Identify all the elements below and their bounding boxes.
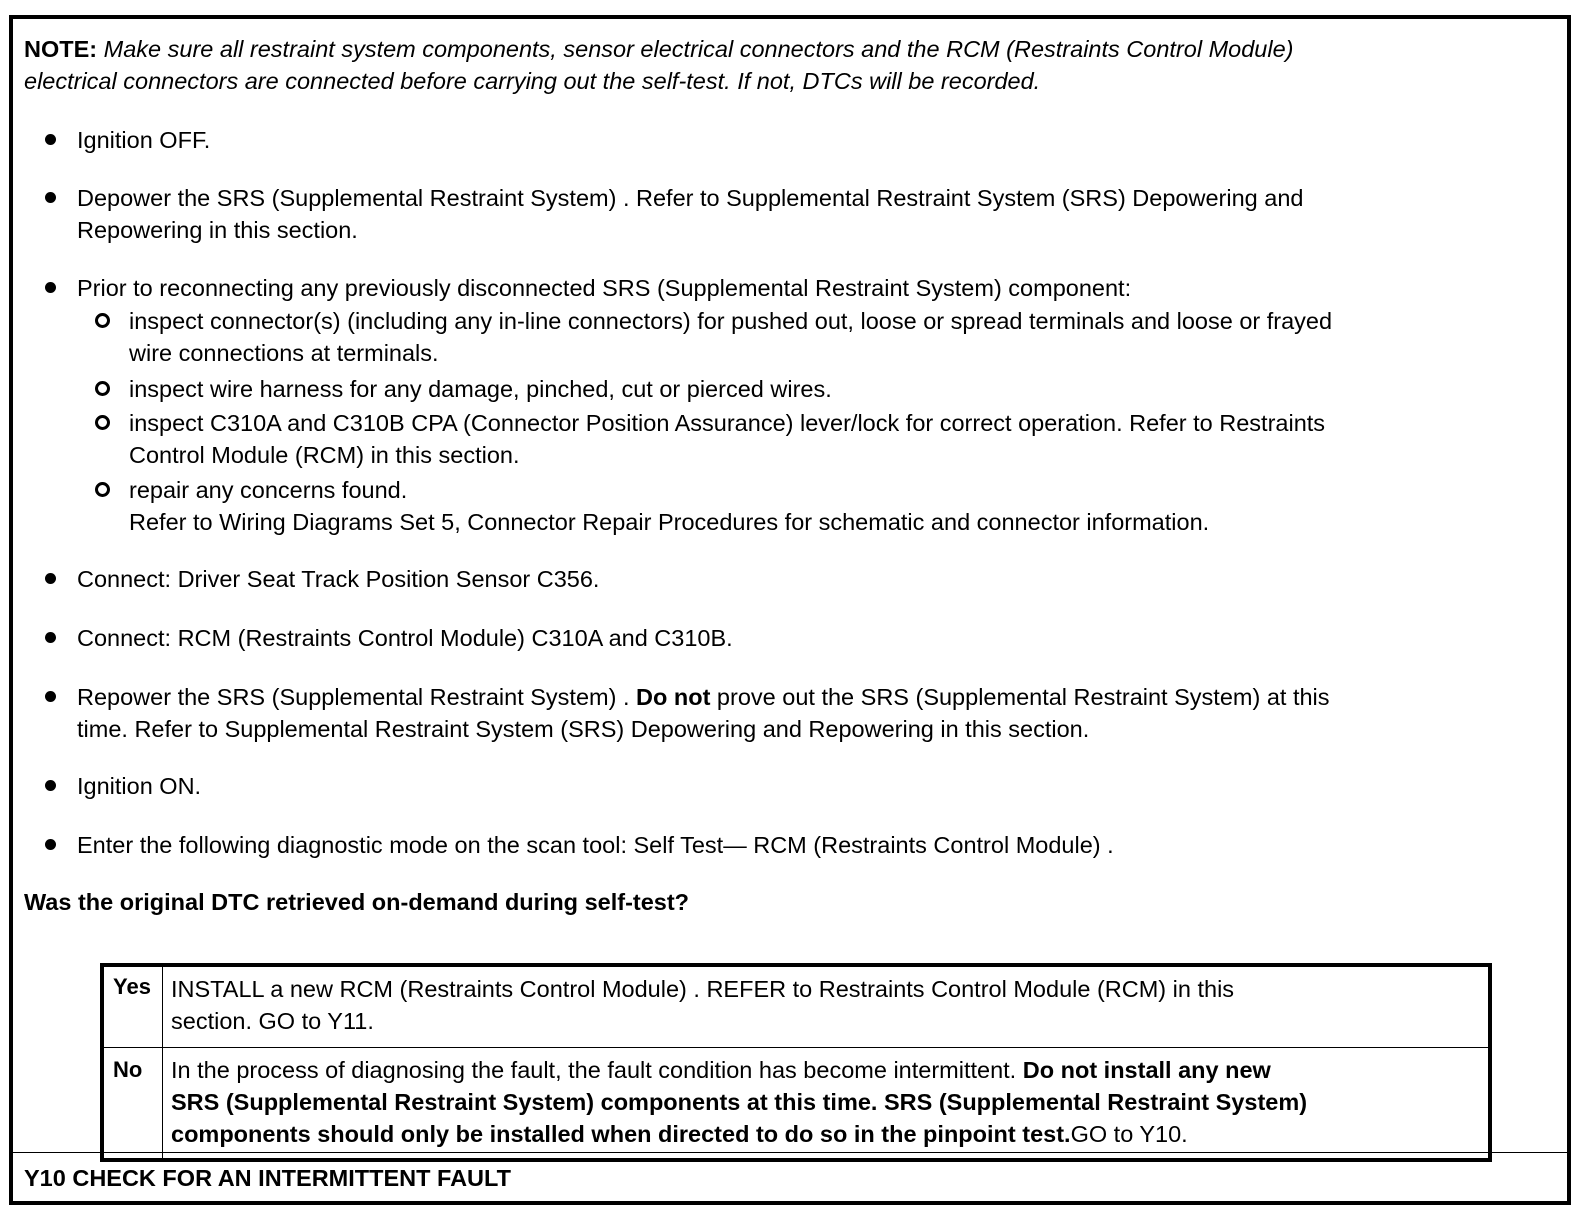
yes-no-table (100, 963, 1492, 1162)
sub-bullet-icon (95, 313, 110, 328)
step-repower-line2: time. Refer to Supplemental Restraint System (SRS) Depowering and Repowering in this section. (77, 716, 1090, 742)
note-text: Make sure all restraint system components, sensor electrical connectors and the RCM (Restraints Control Module) (97, 36, 1294, 62)
no-label: No (113, 1057, 143, 1082)
note (24, 33, 1293, 97)
step-repower (77, 681, 1330, 745)
bullet-icon (45, 780, 56, 791)
substep-inspect-cpa-line2: Control Module (RCM) in this section. (129, 442, 520, 468)
yes-row (104, 967, 1488, 1048)
no-action-warning: Do not install any new (1022, 1057, 1271, 1083)
substep-repair-concerns (129, 474, 1209, 538)
note-label: NOTE: (24, 36, 98, 62)
substep-inspect-cpa (129, 407, 1325, 471)
section-divider (13, 1152, 1567, 1153)
step-repower-warning: Do not (636, 684, 711, 710)
bullet-icon (45, 573, 56, 584)
no-action (171, 1054, 1307, 1150)
sub-bullet-icon (95, 482, 110, 497)
column-divider (162, 967, 163, 1047)
column-divider (162, 1048, 163, 1158)
step-enter-self-test: Enter the following diagnostic mode on the scan tool: Self Test— RCM (Restraints Control Module) . (77, 832, 1114, 858)
step-depower-line2: Repowering in this section. (77, 217, 358, 243)
no-action-text: In the process of diagnosing the fault, the fault condition has become intermittent. (171, 1057, 1023, 1083)
step-ignition-off: Ignition OFF. (77, 127, 211, 153)
test-question: Was the original DTC retrieved on-demand during self-test? (24, 889, 690, 915)
bullet-icon (45, 192, 56, 203)
yes-action-line2: section. GO to Y11. (171, 1008, 374, 1034)
no-row (104, 1048, 1488, 1158)
substep-inspect-cpa-line1: inspect C310A and C310B CPA (Connector Position Assurance) lever/lock for correct operation. Refer to Restraints (129, 410, 1326, 436)
step-repower-text-cont: prove out the SRS (Supplemental Restraint System) at this (710, 684, 1330, 710)
step-connect-rcm: Connect: RCM (Restraints Control Module) C310A and C310B. (77, 625, 733, 651)
yes-action (171, 973, 1234, 1037)
step-depower (77, 182, 1303, 246)
no-action-warning-line3: components should only be installed when directed to do so in the pinpoint test. (171, 1121, 1071, 1147)
yes-label: Yes (113, 974, 151, 999)
substep-repair-concerns-line1: repair any concerns found. (129, 477, 408, 503)
substep-inspect-harness: inspect wire harness for any damage, pinched, cut or pierced wires. (129, 376, 832, 402)
bullet-icon (45, 691, 56, 702)
no-action-goto: GO to Y10. (1070, 1121, 1188, 1147)
step-depower-line1: Depower the SRS (Supplemental Restraint System) . Refer to Supplemental Restraint System (SRS) Depowering and (77, 185, 1304, 211)
no-action-warning-line2: SRS (Supplemental Restraint System) components at this time. SRS (Supplemental Restraint System) (171, 1089, 1308, 1115)
bullet-icon (45, 839, 56, 850)
step-connect-seat-sensor: Connect: Driver Seat Track Position Sensor C356. (77, 566, 600, 592)
substep-inspect-connectors-line2: wire connections at terminals. (129, 340, 439, 366)
substep-inspect-connectors-line1: inspect connector(s) (including any in-line connectors) for pushed out, loose or spread terminals and loose or frayed (129, 308, 1333, 334)
step-prior-reconnect: Prior to reconnecting any previously disconnected SRS (Supplemental Restraint System) component: (77, 275, 1132, 301)
step-repower-text: Repower the SRS (Supplemental Restraint System) . (77, 684, 637, 710)
bullet-icon (45, 134, 56, 145)
bullet-icon (45, 282, 56, 293)
sub-bullet-icon (95, 415, 110, 430)
next-step-title: Y10 CHECK FOR AN INTERMITTENT FAULT (24, 1165, 511, 1191)
yes-action-line1: INSTALL a new RCM (Restraints Control Module) . REFER to Restraints Control Module (RCM) in this (171, 976, 1235, 1002)
procedure-frame (9, 15, 1571, 1205)
substep-inspect-connectors (129, 305, 1332, 369)
sub-bullet-icon (95, 381, 110, 396)
step-ignition-on: Ignition ON. (77, 773, 202, 799)
substep-repair-concerns-line2: Refer to Wiring Diagrams Set 5, Connector Repair Procedures for schematic and connector information. (129, 509, 1210, 535)
bullet-icon (45, 632, 56, 643)
note-text-line2: electrical connectors are connected before carrying out the self-test. If not, DTCs will be recorded. (24, 68, 1041, 94)
